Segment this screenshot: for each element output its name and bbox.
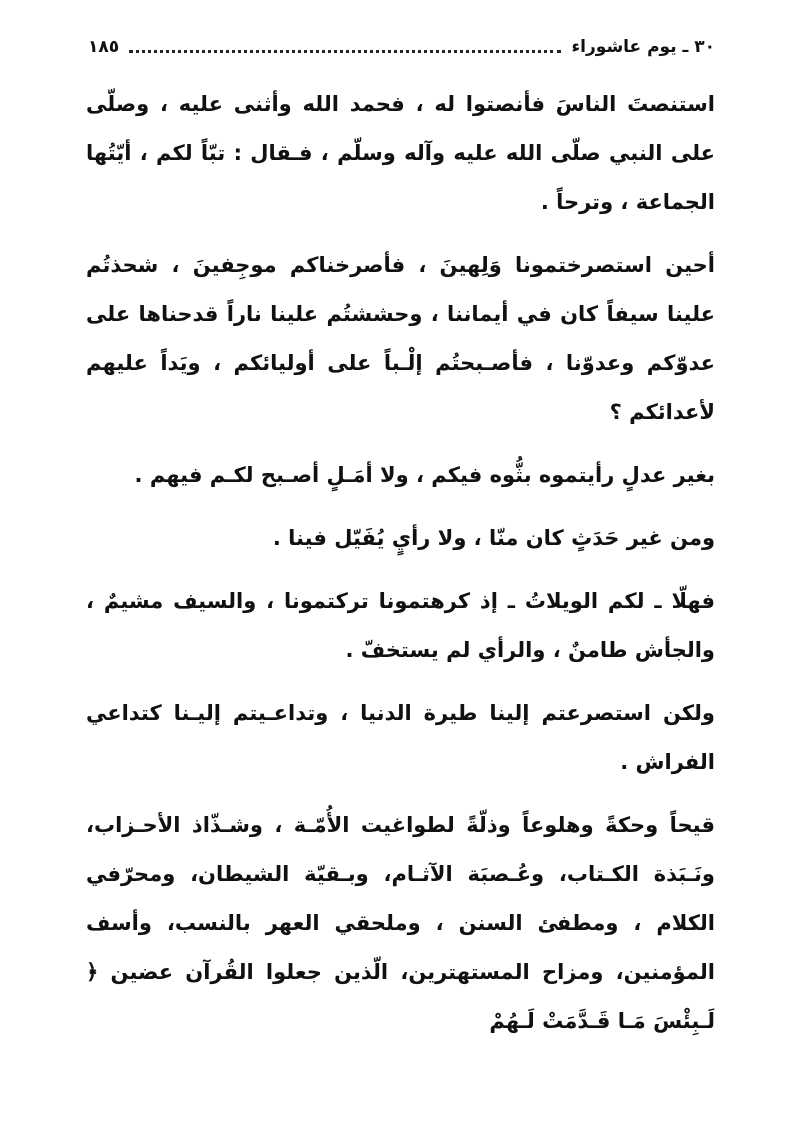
- paragraph: بغير عدلٍ رأيتموه بثُّوه فيكم ، ولا أمَـلٍ أصـبح لكـم فيهم .: [134, 463, 715, 487]
- paragraph: استنصتَ الناسَ فأنصتوا له ، فحمد الله وأثنى عليه ، وصلّى على النبي صلّى الله عليه وآله وسلّم ، فـقال : تبّاً لكم ، أيّتُها الجماعة ، وترحاً .: [86, 92, 715, 214]
- dotted-leader: [129, 36, 561, 53]
- paragraph: أحين استصرختمونا وَلِهينَ ، فأصرخناكم موجِفينَ ، شحذتُم علينا سيفاً كان في أيماننا ، وحششتُم علينا ناراً قدحناها على عدوّكم وعدوّنا ، فأصـبحتُم إلْـباً على أوليائكم ، ويَداً عليهم لأعدائكم ؟: [86, 253, 715, 424]
- running-title: ٣٠ ـ يوم عاشوراء: [571, 37, 715, 57]
- page-header: [88, 28, 715, 58]
- page-number: ١٨٥: [88, 37, 120, 57]
- body-text: [86, 80, 715, 1046]
- paragraph: قيحاً وحكةً وهلوعاً وذلّةً لطواغيت الأُمّـة ، وشـذّاذ الأحـزاب، ونَـبَذة الكـتاب، وعُـصبَة الآثـام، وبـقيّة الشيطان، ومحرّفي الكلام ، ومطفئ السنن ، وملحقي العهر بالنسب، وأسف المؤمنين، ومزاح المستهترين، الّذين جعلوا القُرآن عضين ﴿ لَـبِئْسَ مَـا قَـدَّمَتْ لَـهُمْ: [86, 813, 715, 1033]
- paragraph: ومن غير حَدَثٍ كان منّا ، ولا رأيٍ يُفَيّل فينا .: [272, 526, 715, 550]
- paragraph: فهلّا ـ لكم الويلاتُ ـ إذ كرهتمونا تركتمونا ، والسيف مشيمٌ ، والجأش طامنٌ ، والرأي لم يستخفّ .: [86, 589, 715, 662]
- paragraph: ولكن استصرعتم إلينا طيرة الدنيا ، وتداعـيتم إليـنا كتداعي الفراش .: [86, 701, 715, 774]
